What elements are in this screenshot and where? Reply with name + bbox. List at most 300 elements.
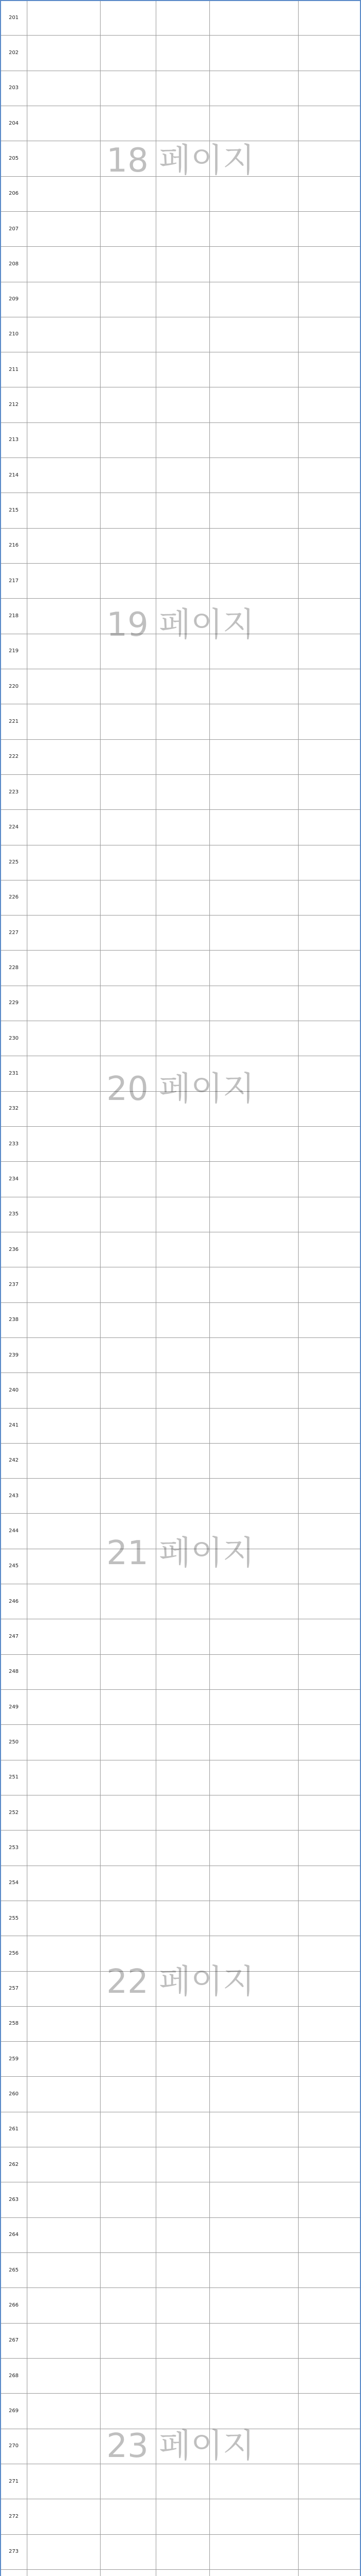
row-number: 207 — [1, 211, 27, 246]
address-cell — [210, 1267, 299, 1302]
category-cell — [101, 1232, 156, 1267]
address-cell — [210, 1760, 299, 1795]
row-number: 228 — [1, 951, 27, 986]
name-cell — [27, 1584, 101, 1619]
person-cell — [156, 1267, 210, 1302]
person-cell — [156, 2217, 210, 2252]
table-row — [1, 247, 361, 282]
name-cell — [27, 1197, 101, 1232]
table-row — [1, 2182, 361, 2217]
category-cell — [101, 1654, 156, 1689]
address-cell — [210, 2358, 299, 2393]
name-cell — [27, 141, 101, 176]
name-cell — [27, 2499, 101, 2534]
table-row — [1, 1162, 361, 1197]
table-row — [1, 1725, 361, 1760]
category-cell — [101, 2288, 156, 2323]
person-cell — [156, 2499, 210, 2534]
address-cell — [210, 986, 299, 1021]
note-cell — [299, 422, 361, 457]
note-cell — [299, 1091, 361, 1126]
name-cell — [27, 599, 101, 634]
page-watermark: 23 페이지 — [106, 2427, 255, 2466]
person-cell — [156, 2569, 210, 2576]
person-cell — [156, 599, 210, 634]
note-cell — [299, 1197, 361, 1232]
address-cell — [210, 1056, 299, 1091]
table-row — [1, 669, 361, 704]
page-watermark: 18 페이지 — [106, 141, 255, 180]
name-cell — [27, 2042, 101, 2077]
note-cell — [299, 599, 361, 634]
category-cell — [101, 1584, 156, 1619]
table-row — [1, 1514, 361, 1549]
note-cell — [299, 1725, 361, 1760]
name-cell — [27, 1, 101, 36]
table-row — [1, 106, 361, 141]
person-cell — [156, 2006, 210, 2041]
table-row — [1, 739, 361, 774]
category-cell — [101, 1831, 156, 1866]
name-cell — [27, 564, 101, 599]
row-number: 236 — [1, 1232, 27, 1267]
note-cell — [299, 564, 361, 599]
register-table-body — [1, 1, 361, 2576]
row-number: 229 — [1, 986, 27, 1021]
note-cell — [299, 1514, 361, 1549]
note-cell — [299, 2112, 361, 2147]
address-cell — [210, 106, 299, 141]
row-number: 246 — [1, 1584, 27, 1619]
note-cell — [299, 1690, 361, 1725]
address-cell — [210, 317, 299, 352]
row-number: 245 — [1, 1549, 27, 1584]
table-row — [1, 1091, 361, 1126]
category-cell — [101, 1795, 156, 1830]
note-cell — [299, 282, 361, 317]
table-row — [1, 1021, 361, 1056]
address-cell — [210, 352, 299, 387]
note-cell — [299, 1408, 361, 1443]
row-number: 205 — [1, 141, 27, 176]
name-cell — [27, 1690, 101, 1725]
category-cell — [101, 422, 156, 457]
category-cell — [101, 1267, 156, 1302]
category-cell — [101, 2253, 156, 2288]
person-cell — [156, 704, 210, 739]
name-cell — [27, 1127, 101, 1162]
person-cell — [156, 1056, 210, 1091]
category-cell — [101, 1443, 156, 1478]
address-cell — [210, 176, 299, 211]
row-number: 213 — [1, 422, 27, 457]
table-row — [1, 774, 361, 809]
person-cell — [156, 282, 210, 317]
row-number: 232 — [1, 1091, 27, 1126]
table-row — [1, 1760, 361, 1795]
category-cell — [101, 1971, 156, 2006]
category-cell — [101, 1302, 156, 1337]
note-cell — [299, 774, 361, 809]
table-row — [1, 916, 361, 951]
note-cell — [299, 2358, 361, 2393]
person-cell — [156, 1549, 210, 1584]
table-row — [1, 1302, 361, 1337]
address-cell — [210, 282, 299, 317]
table-row — [1, 1831, 361, 1866]
table-row — [1, 1866, 361, 1901]
table-row — [1, 2429, 361, 2464]
table-row — [1, 986, 361, 1021]
row-number: 241 — [1, 1408, 27, 1443]
name-cell — [27, 352, 101, 387]
note-cell — [299, 71, 361, 106]
note-cell — [299, 1619, 361, 1654]
table-row — [1, 2077, 361, 2112]
row-number: 214 — [1, 458, 27, 493]
category-cell — [101, 669, 156, 704]
category-cell — [101, 2429, 156, 2464]
address-cell — [210, 1127, 299, 1162]
note-cell — [299, 810, 361, 845]
address-cell — [210, 1, 299, 36]
name-cell — [27, 2569, 101, 2576]
person-cell — [156, 986, 210, 1021]
category-cell — [101, 599, 156, 634]
row-number: 261 — [1, 2112, 27, 2147]
category-cell — [101, 1408, 156, 1443]
note-cell — [299, 1549, 361, 1584]
table-row — [1, 2147, 361, 2182]
category-cell — [101, 1373, 156, 1408]
name-cell — [27, 1936, 101, 1971]
person-cell — [156, 422, 210, 457]
table-row — [1, 1549, 361, 1584]
row-number: 242 — [1, 1443, 27, 1478]
category-cell — [101, 317, 156, 352]
row-number: 233 — [1, 1127, 27, 1162]
person-cell — [156, 1127, 210, 1162]
table-row — [1, 1408, 361, 1443]
address-cell — [210, 1302, 299, 1337]
page-watermark: 20 페이지 — [106, 1070, 255, 1109]
note-cell — [299, 1267, 361, 1302]
person-cell — [156, 774, 210, 809]
name-cell — [27, 2358, 101, 2393]
person-cell — [156, 1584, 210, 1619]
name-cell — [27, 1971, 101, 2006]
person-cell — [156, 2358, 210, 2393]
category-cell — [101, 1337, 156, 1372]
person-cell — [156, 669, 210, 704]
person-cell — [156, 2112, 210, 2147]
row-number: 255 — [1, 1901, 27, 1936]
note-cell — [299, 1936, 361, 1971]
note-cell — [299, 2499, 361, 2534]
table-row — [1, 1971, 361, 2006]
address-cell — [210, 71, 299, 106]
address-cell — [210, 422, 299, 457]
address-cell — [210, 1831, 299, 1866]
name-cell — [27, 2429, 101, 2464]
row-number: 222 — [1, 739, 27, 774]
address-cell — [210, 1654, 299, 1689]
name-cell — [27, 1162, 101, 1197]
person-cell — [156, 106, 210, 141]
name-cell — [27, 1725, 101, 1760]
note-cell — [299, 247, 361, 282]
person-cell — [156, 1514, 210, 1549]
name-cell — [27, 2217, 101, 2252]
table-row — [1, 1232, 361, 1267]
table-row — [1, 810, 361, 845]
category-cell — [101, 71, 156, 106]
category-cell — [101, 1162, 156, 1197]
note-cell — [299, 1056, 361, 1091]
row-number: 253 — [1, 1831, 27, 1866]
row-number: 219 — [1, 634, 27, 669]
person-cell — [156, 2147, 210, 2182]
person-cell — [156, 1479, 210, 1514]
row-number: 254 — [1, 1866, 27, 1901]
address-cell — [210, 1197, 299, 1232]
address-cell — [210, 634, 299, 669]
person-cell — [156, 1, 210, 36]
person-cell — [156, 1091, 210, 1126]
page-watermark: 19 페이지 — [106, 606, 255, 645]
note-cell — [299, 141, 361, 176]
note-cell — [299, 634, 361, 669]
person-cell — [156, 2288, 210, 2323]
note-cell — [299, 1795, 361, 1830]
address-cell — [210, 2042, 299, 2077]
row-number: 218 — [1, 599, 27, 634]
table-row — [1, 2217, 361, 2252]
note-cell — [299, 493, 361, 528]
address-cell — [210, 2288, 299, 2323]
category-cell — [101, 1, 156, 36]
person-cell — [156, 1021, 210, 1056]
note-cell — [299, 2253, 361, 2288]
person-cell — [156, 1795, 210, 1830]
address-cell — [210, 2112, 299, 2147]
row-number: 234 — [1, 1162, 27, 1197]
category-cell — [101, 106, 156, 141]
person-cell — [156, 2077, 210, 2112]
person-cell — [156, 1197, 210, 1232]
table-row — [1, 1619, 361, 1654]
category-cell — [101, 2534, 156, 2569]
row-number: 259 — [1, 2042, 27, 2077]
address-cell — [210, 916, 299, 951]
category-cell — [101, 1021, 156, 1056]
note-cell — [299, 704, 361, 739]
category-cell — [101, 2464, 156, 2499]
address-cell — [210, 1584, 299, 1619]
name-cell — [27, 951, 101, 986]
row-number: 269 — [1, 2394, 27, 2429]
table-row — [1, 141, 361, 176]
note-cell — [299, 951, 361, 986]
page-watermark: 22 페이지 — [106, 1963, 255, 2002]
person-cell — [156, 2323, 210, 2358]
note-cell — [299, 669, 361, 704]
note-cell — [299, 1232, 361, 1267]
person-cell — [156, 528, 210, 563]
note-cell — [299, 106, 361, 141]
note-cell — [299, 1584, 361, 1619]
note-cell — [299, 1479, 361, 1514]
row-number: 248 — [1, 1654, 27, 1689]
name-cell — [27, 1267, 101, 1302]
row-number: 201 — [1, 1, 27, 36]
address-cell — [210, 1549, 299, 1584]
note-cell — [299, 1302, 361, 1337]
person-cell — [156, 1654, 210, 1689]
table-row — [1, 1337, 361, 1372]
name-cell — [27, 810, 101, 845]
row-number: 230 — [1, 1021, 27, 1056]
name-cell — [27, 739, 101, 774]
category-cell — [101, 564, 156, 599]
note-cell — [299, 211, 361, 246]
category-cell — [101, 528, 156, 563]
table-row — [1, 2534, 361, 2569]
address-cell — [210, 2182, 299, 2217]
note-cell — [299, 176, 361, 211]
note-cell — [299, 2077, 361, 2112]
row-number: 226 — [1, 880, 27, 915]
category-cell — [101, 1549, 156, 1584]
name-cell — [27, 845, 101, 880]
person-cell — [156, 2464, 210, 2499]
address-cell — [210, 2464, 299, 2499]
row-number: 262 — [1, 2147, 27, 2182]
note-cell — [299, 2323, 361, 2358]
row-number: 250 — [1, 1725, 27, 1760]
address-cell — [210, 2077, 299, 2112]
person-cell — [156, 1936, 210, 1971]
name-cell — [27, 1021, 101, 1056]
address-cell — [210, 1690, 299, 1725]
name-cell — [27, 704, 101, 739]
name-cell — [27, 1831, 101, 1866]
row-number: 206 — [1, 176, 27, 211]
name-cell — [27, 1302, 101, 1337]
note-cell — [299, 1443, 361, 1478]
name-cell — [27, 1901, 101, 1936]
table-row — [1, 2323, 361, 2358]
note-cell — [299, 1654, 361, 1689]
name-cell — [27, 2394, 101, 2429]
row-number: 257 — [1, 1971, 27, 2006]
note-cell — [299, 2147, 361, 2182]
name-cell — [27, 2253, 101, 2288]
address-cell — [210, 1091, 299, 1126]
note-cell — [299, 1162, 361, 1197]
row-number: 243 — [1, 1479, 27, 1514]
row-number: 267 — [1, 2323, 27, 2358]
row-number: 238 — [1, 1302, 27, 1337]
person-cell — [156, 141, 210, 176]
address-cell — [210, 1162, 299, 1197]
category-cell — [101, 1091, 156, 1126]
address-cell — [210, 247, 299, 282]
row-number: 211 — [1, 352, 27, 387]
category-cell — [101, 2006, 156, 2041]
note-cell — [299, 458, 361, 493]
name-cell — [27, 1056, 101, 1091]
note-cell — [299, 2217, 361, 2252]
table-row — [1, 1197, 361, 1232]
name-cell — [27, 2112, 101, 2147]
category-cell — [101, 352, 156, 387]
address-cell — [210, 1725, 299, 1760]
table-row — [1, 458, 361, 493]
address-cell — [210, 1901, 299, 1936]
name-cell — [27, 1479, 101, 1514]
note-cell — [299, 2182, 361, 2217]
person-cell — [156, 2182, 210, 2217]
person-cell — [156, 564, 210, 599]
table-row — [1, 2006, 361, 2041]
person-cell — [156, 880, 210, 915]
category-cell — [101, 1127, 156, 1162]
note-cell — [299, 387, 361, 422]
address-cell — [210, 1971, 299, 2006]
category-cell — [101, 1725, 156, 1760]
table-row — [1, 634, 361, 669]
person-cell — [156, 1337, 210, 1372]
table-row — [1, 1795, 361, 1830]
note-cell — [299, 2006, 361, 2041]
name-cell — [27, 916, 101, 951]
address-cell — [210, 951, 299, 986]
person-cell — [156, 176, 210, 211]
name-cell — [27, 211, 101, 246]
row-number: 263 — [1, 2182, 27, 2217]
table-row — [1, 1267, 361, 1302]
row-number: 204 — [1, 106, 27, 141]
address-cell — [210, 1373, 299, 1408]
category-cell — [101, 2217, 156, 2252]
name-cell — [27, 1760, 101, 1795]
table-row — [1, 493, 361, 528]
row-number: 258 — [1, 2006, 27, 2041]
table-row — [1, 1901, 361, 1936]
person-cell — [156, 36, 210, 71]
category-cell — [101, 2077, 156, 2112]
name-cell — [27, 669, 101, 704]
row-number: 266 — [1, 2288, 27, 2323]
note-cell — [299, 1127, 361, 1162]
category-cell — [101, 2182, 156, 2217]
category-cell — [101, 634, 156, 669]
person-cell — [156, 2253, 210, 2288]
name-cell — [27, 176, 101, 211]
address-cell — [210, 1936, 299, 1971]
address-cell — [210, 1443, 299, 1478]
address-cell — [210, 564, 299, 599]
row-number: 212 — [1, 387, 27, 422]
address-cell — [210, 458, 299, 493]
name-cell — [27, 1373, 101, 1408]
row-number: 265 — [1, 2253, 27, 2288]
person-cell — [156, 1232, 210, 1267]
table-row — [1, 1127, 361, 1162]
note-cell — [299, 1971, 361, 2006]
category-cell — [101, 387, 156, 422]
